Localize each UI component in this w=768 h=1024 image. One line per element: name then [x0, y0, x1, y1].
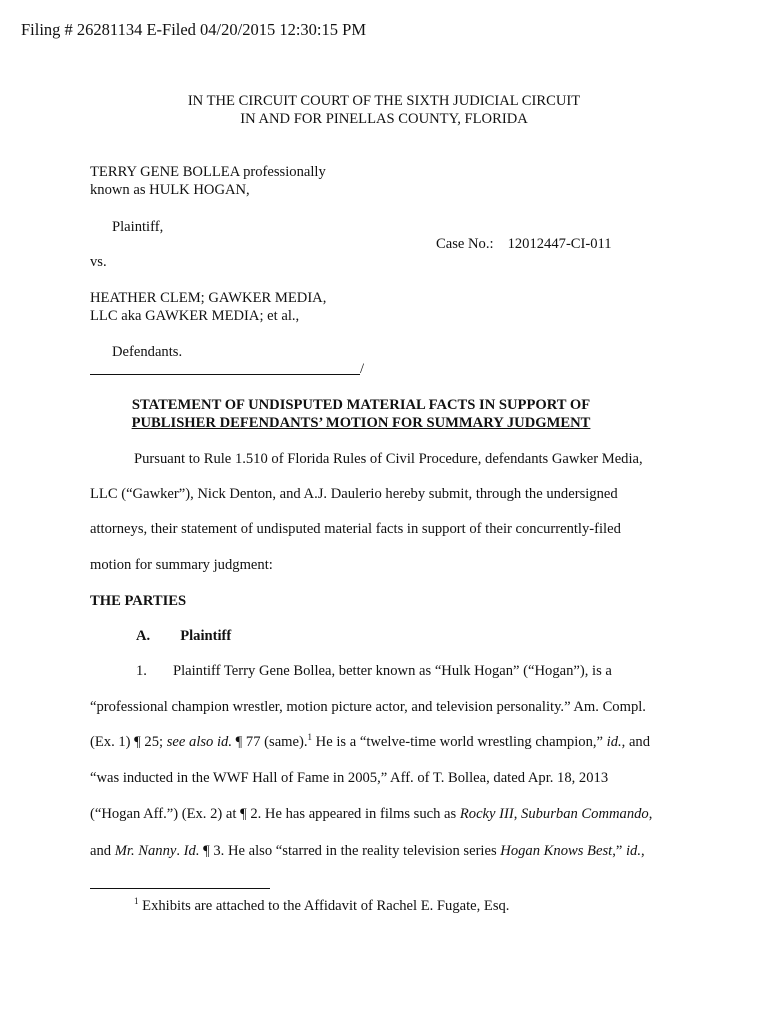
caption-rule [90, 361, 360, 375]
text-run: ¶ 3. He also “starred in the reality television series [199, 843, 501, 859]
film-title: Suburban Commando [521, 806, 649, 822]
plaintiff-name-line2: known as HULK HOGAN, [90, 182, 250, 198]
text-run: ,” [612, 843, 626, 859]
footnote-marker: 1 [134, 896, 139, 907]
paragraph1-line3 [90, 734, 650, 751]
document-title-line2: PUBLISHER DEFENDANTS’ MOTION FOR SUMMARY JUDGMENT [131, 415, 591, 431]
defendant-role: Defendants. [112, 344, 183, 360]
text-run: ¶ 77 (same). [232, 734, 308, 750]
text-run: , and [621, 734, 651, 750]
paragraph1-line1 [136, 663, 612, 680]
paragraph1-line2: “professional champion wrestler, motion picture actor, and television personality.” Am. Compl. [90, 699, 646, 715]
defendant-name-line2: LLC aka GAWKER MEDIA; et al., [90, 308, 300, 324]
caption-closing-line [90, 361, 364, 378]
plaintiff-role: Plaintiff, [112, 219, 164, 235]
citation-id: id. [606, 734, 622, 750]
footnote-text: Exhibits are attached to the Affidavit of Rachel E. Fugate, Esq. [138, 898, 510, 914]
intro-line2: LLC (“Gawker”), Nick Denton, and A.J. Daulerio hereby submit, through the undersigned [90, 486, 618, 502]
text-run: (“Hogan Aff.”) (Ex. 2) at ¶ 2. He has appeared in films such as [90, 806, 460, 822]
text-run: . [176, 843, 184, 859]
text-run: , [513, 806, 522, 822]
paragraph-number: 1. [136, 663, 147, 679]
subsection-heading [136, 628, 231, 645]
footnote [134, 898, 509, 915]
case-number-label: Case No.: [436, 236, 494, 252]
footnote-reference[interactable]: 1 [307, 732, 313, 743]
document-title-line1: STATEMENT OF UNDISPUTED MATERIAL FACTS IN SUPPORT OF [131, 397, 591, 413]
defendant-name-line1: HEATHER CLEM; GAWKER MEDIA, [90, 290, 327, 306]
text-run: , [640, 843, 645, 859]
versus: vs. [90, 254, 107, 270]
paragraph1-line4: “was inducted in the WWF Hall of Fame in 2005,” Aff. of T. Bollea, dated Apr. 18, 2013 [90, 770, 609, 786]
paragraph1-line5 [90, 806, 652, 823]
filing-stamp: Filing # 26281134 E-Filed 04/20/2015 12:30:15 PM [21, 20, 366, 39]
text-run: He is a “twelve-time world wrestling champion,” [312, 734, 607, 750]
text-run: (Ex. 1) ¶ 25; [90, 734, 167, 750]
text-run: and [90, 843, 115, 859]
subsection-title: Plaintiff [180, 628, 232, 644]
citation-id: id. [625, 843, 641, 859]
paragraph1-line1-text: Plaintiff Terry Gene Bollea, better known as “Hulk Hogan” (“Hogan”), is a [172, 663, 612, 679]
court-name-line1: IN THE CIRCUIT COURT OF THE SIXTH JUDICIAL CIRCUIT [187, 93, 581, 109]
intro-line3: attorneys, their statement of undisputed material facts in support of their concurrently-filed [90, 521, 621, 537]
caption-slash: / [360, 361, 365, 377]
case-number-block [436, 236, 612, 253]
intro-line4: motion for summary judgment: [90, 557, 273, 573]
case-number: 12012447-CI-011 [507, 236, 612, 252]
footnote-separator [90, 888, 270, 889]
citation-signal: see also id. [166, 734, 232, 750]
paragraph1-line6 [90, 843, 645, 860]
film-title: Mr. Nanny [114, 843, 177, 859]
intro-line1: Pursuant to Rule 1.510 of Florida Rules of Civil Procedure, defendants Gawker Media, [134, 451, 643, 467]
series-title: Hogan Knows Best [500, 843, 613, 859]
section-heading: THE PARTIES [90, 593, 187, 609]
citation-id: Id. [183, 843, 200, 859]
plaintiff-name-line1: TERRY GENE BOLLEA professionally [90, 164, 326, 180]
court-name-line2: IN AND FOR PINELLAS COUNTY, FLORIDA [240, 111, 528, 127]
text-run: , [648, 806, 653, 822]
subsection-letter: A. [136, 628, 151, 644]
film-title: Rocky III [459, 806, 514, 822]
